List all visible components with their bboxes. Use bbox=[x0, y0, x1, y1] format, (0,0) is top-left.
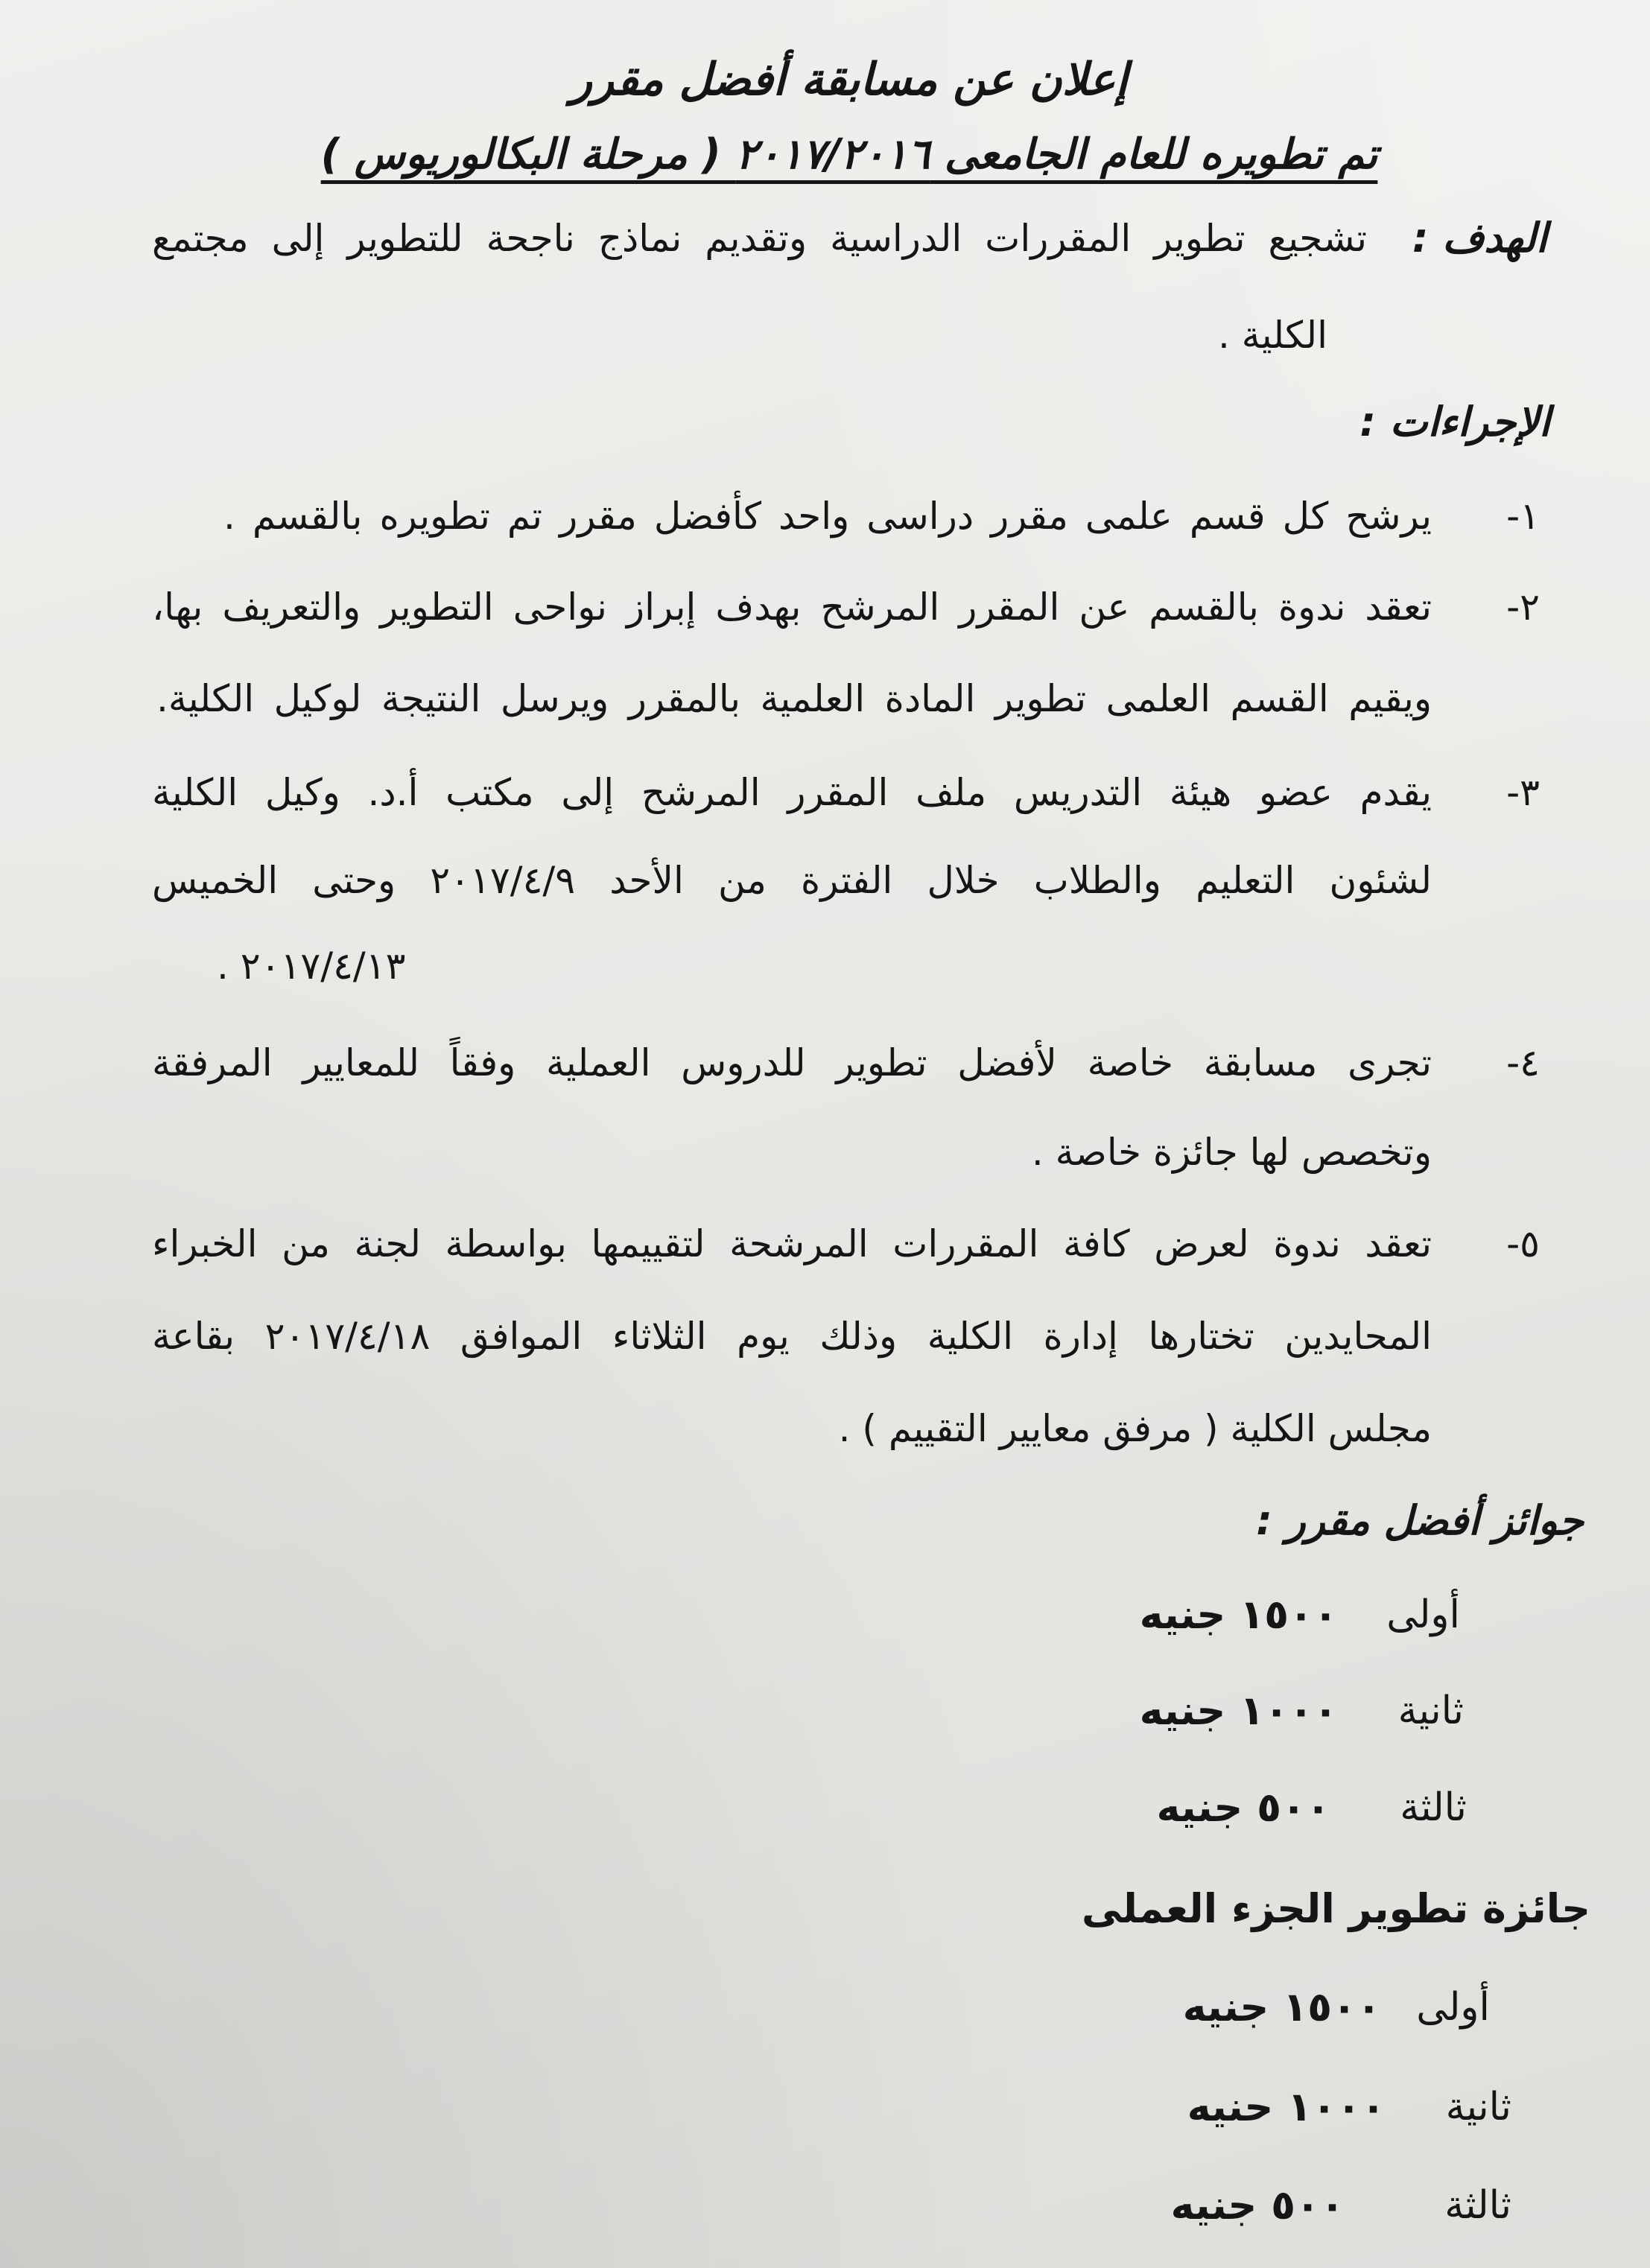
procedure-number: ٥- bbox=[1506, 1222, 1540, 1265]
procedure-number: ١- bbox=[1506, 495, 1540, 538]
prize-amount: ٥٠٠ جنيه bbox=[1170, 2182, 1345, 2229]
goal-label: الهدف : bbox=[1412, 215, 1547, 261]
procedure-line: وتخصص لها جائزة خاصة . bbox=[1031, 1131, 1432, 1174]
procedure-line: مجلس الكلية ( مرفق معايير التقييم ) . bbox=[838, 1407, 1432, 1450]
procedure-number: ٣- bbox=[1506, 771, 1540, 814]
procedure-line: ٢٠١٧/٤/١٣ . bbox=[217, 944, 406, 988]
prize-rank: ثالثة bbox=[1400, 1785, 1467, 1830]
goal-line: تشجيع تطوير المقررات الدراسية وتقديم نماذج ناجحة للتطوير إلى مجتمع bbox=[152, 217, 1367, 260]
procedure-number: ٢- bbox=[1506, 585, 1540, 629]
prize-amount: ١٠٠٠ حنيه bbox=[1187, 2083, 1386, 2130]
document-title: إعلان عن مسابقة أفضل مقرر bbox=[571, 54, 1128, 106]
procedure-number: ٤- bbox=[1506, 1041, 1540, 1084]
prize-amount: ٥٠٠ جنيه bbox=[1156, 1784, 1330, 1831]
document-subtitle: تم تطويره للعام الجامعى ٢٠١٧/٢٠١٦ ( مرحلة البكالوريوس ) bbox=[320, 130, 1378, 179]
procedure-line: المحايدين تختارها إدارة الكلية وذلك يوم الثلاثاء الموافق ٢٠١٧/٤/١٨ بقاعة bbox=[152, 1315, 1432, 1358]
procedure-line: تعقد ندوة لعرض كافة المقررات المرشحة لتقييمها بواسطة لجنة من الخبراء bbox=[152, 1222, 1432, 1265]
procedures-heading: الإجراءات : bbox=[1359, 398, 1550, 445]
prize-amount: ١٥٠٠ جنيه bbox=[1182, 1983, 1381, 2030]
prize-rank: ثالثة bbox=[1444, 2183, 1511, 2228]
prize-rank: ثانية bbox=[1445, 2085, 1511, 2129]
procedure-line: تعقد ندوة بالقسم عن المقرر المرشح بهدف إبراز نواحى التطوير والتعريف بها، bbox=[152, 585, 1432, 629]
procedure-line: تجرى مسابقة خاصة لأفضل تطوير للدروس العملية وفقاً للمعايير المرفقة bbox=[152, 1041, 1432, 1084]
procedure-line: يقدم عضو هيئة التدريس ملف المقرر المرشح إلى مكتب أ.د. وكيل الكلية bbox=[152, 771, 1432, 814]
prize-rank: ثانية bbox=[1397, 1689, 1464, 1733]
prize-rank: أولى bbox=[1386, 1592, 1460, 1637]
goal-line: الكلية . bbox=[1218, 314, 1327, 357]
procedure-line: يرشح كل قسم علمى مقرر دراسى واحد كأفضل مقرر تم تطويره بالقسم . bbox=[223, 495, 1432, 538]
prize-rank: أولى bbox=[1416, 1985, 1490, 2030]
best-course-prizes-heading: جوائز أفضل مقرر : bbox=[1256, 1497, 1584, 1544]
practical-prizes-heading: جائزة تطوير الجزء العملى bbox=[1082, 1885, 1590, 1932]
prize-amount: ١٥٠٠ جنيه bbox=[1139, 1591, 1338, 1638]
procedure-line: لشئون التعليم والطلاب خلال الفترة من الأحد ٢٠١٧/٤/٩ وحتى الخميس bbox=[152, 859, 1432, 902]
prize-amount: ١٠٠٠ جنيه bbox=[1139, 1687, 1338, 1734]
procedure-line: ويقيم القسم العلمى تطوير المادة العلمية بالمقرر ويرسل النتيجة لوكيل الكلية. bbox=[156, 677, 1432, 720]
